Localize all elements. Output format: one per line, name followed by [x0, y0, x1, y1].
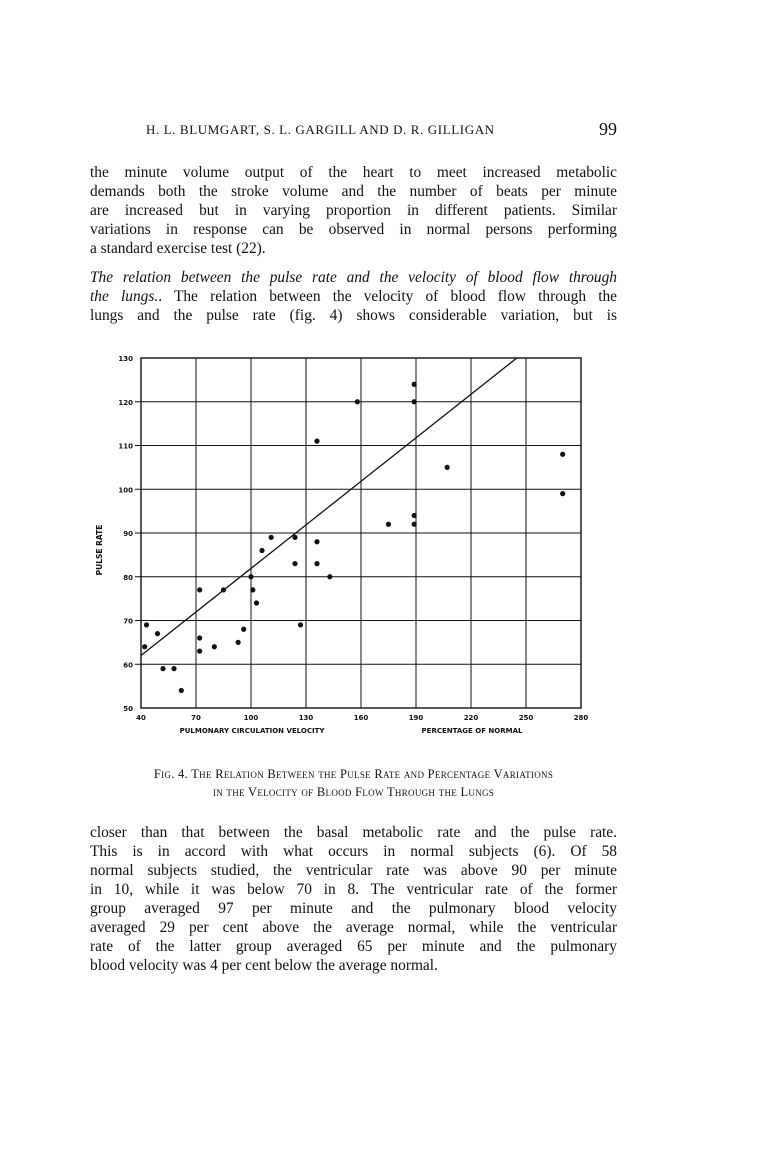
data-point — [197, 635, 202, 640]
data-point — [241, 627, 246, 632]
x-tick-label: 70 — [191, 714, 201, 722]
data-point — [445, 465, 450, 470]
paragraph-3 — [90, 823, 617, 975]
text-line: blood velocity was 4 per cent below the average normal. — [90, 957, 438, 974]
data-point — [560, 452, 565, 457]
x-tick-label: 160 — [353, 714, 369, 722]
trend-line-group — [141, 358, 517, 656]
text-line: demands both the stroke volume and the number of beats per minute — [90, 183, 617, 200]
data-point — [212, 644, 217, 649]
caption-line: in the Velocity of Blood Flow Through the Lungs — [212, 785, 495, 799]
text-line: lungs and the pulse rate (fig. 4) shows considerable variation, but is — [90, 307, 617, 324]
data-point — [314, 539, 319, 544]
y-tick-label: 60 — [123, 661, 133, 670]
data-point — [292, 535, 297, 540]
y-tick-label: 130 — [118, 355, 133, 363]
data-point — [327, 574, 332, 579]
x-tick-labels — [136, 714, 588, 722]
text-line: This is in accord with what occurs in normal subjects (6). Of 58 — [90, 843, 617, 860]
section-heading: The relation between the pulse rate and the velocity of blood flow through — [90, 269, 617, 286]
data-point — [412, 513, 417, 518]
x-tick-label: 190 — [408, 714, 424, 722]
text-line: group averaged 97 per minute and the pulmonary blood velocity — [90, 900, 617, 917]
x-axis-label-left: PULMONARY CIRCULATION VELOCITY — [179, 727, 325, 735]
text-line-rest: . The relation between the velocity of blood flow through the — [158, 288, 618, 305]
text-line: closer than that between the basal metabolic rate and the pulse rate. — [90, 824, 617, 841]
data-point — [248, 574, 253, 579]
y-tick-label: 110 — [118, 442, 133, 451]
data-point — [412, 382, 417, 387]
page-number: 99 — [599, 119, 617, 139]
data-point — [269, 535, 274, 540]
data-point — [254, 600, 259, 605]
text-line: rate of the latter group averaged 65 per minute and the pulmonary — [90, 938, 617, 955]
text-line: averaged 29 per cent above the average normal, while the ventricular — [90, 919, 617, 936]
text-line: are increased but in varying proportion in different patients. Similar — [90, 202, 617, 219]
data-point — [259, 548, 264, 553]
running-head: H. L. BLUMGART, S. L. GARGILL AND D. R. GILLIGAN — [146, 122, 495, 137]
data-point — [155, 631, 160, 636]
x-axis-label-right: PERCENTAGE OF NORMAL — [421, 727, 523, 735]
y-tick-label: 50 — [123, 705, 133, 713]
text-line: a standard exercise test (22). — [90, 240, 266, 257]
data-point — [250, 587, 255, 592]
scatter-chart — [84, 350, 614, 745]
data-point — [221, 587, 226, 592]
y-tick-label: 100 — [118, 486, 133, 495]
caption-line: Fig. 4. The Relation Between the Pulse Rate and Percentage Variations — [153, 767, 554, 781]
chart-grid — [135, 358, 581, 708]
data-point — [236, 640, 241, 645]
data-point — [292, 561, 297, 566]
section-heading-end: the lungs. — [90, 288, 159, 305]
text-line: normal subjects studied, the ventricular rate was above 90 per minute — [90, 862, 617, 879]
running-header — [90, 119, 617, 144]
x-tick-label: 100 — [243, 714, 259, 722]
text-line: variations in response can be observed in normal persons performing — [90, 221, 617, 238]
data-points — [142, 382, 565, 693]
data-point — [355, 399, 360, 404]
data-point — [386, 522, 391, 527]
figure-caption — [90, 765, 617, 801]
y-tick-label: 90 — [123, 530, 133, 538]
x-tick-label: 220 — [463, 714, 479, 722]
data-point — [314, 439, 319, 444]
y-tick-labels — [118, 355, 133, 713]
data-point — [197, 587, 202, 592]
paragraph-1 — [90, 163, 617, 258]
text-line: in 10, while it was below 70 in 8. The ventricular rate of the former — [90, 881, 617, 898]
data-point — [412, 399, 417, 404]
data-point — [314, 561, 319, 566]
data-point — [560, 491, 565, 496]
data-point — [298, 622, 303, 627]
y-axis-label: PULSE RATE — [95, 524, 104, 576]
data-point — [179, 688, 184, 693]
data-point — [144, 622, 149, 627]
text-line: the minute volume output of the heart to meet increased metabolic — [90, 164, 617, 181]
data-point — [171, 666, 176, 671]
data-point — [197, 649, 202, 654]
text-line — [90, 287, 617, 306]
x-tick-label: 280 — [573, 714, 589, 722]
y-tick-label: 80 — [123, 573, 133, 582]
x-tick-label: 130 — [298, 714, 314, 722]
data-point — [412, 522, 417, 527]
y-tick-label: 70 — [123, 617, 133, 626]
data-point — [142, 644, 147, 649]
x-tick-label: 250 — [518, 714, 534, 722]
trend-line — [141, 358, 517, 656]
y-tick-label: 120 — [118, 398, 133, 407]
x-tick-label: 40 — [136, 714, 146, 722]
paragraph-2 — [90, 268, 617, 325]
data-point — [160, 666, 165, 671]
